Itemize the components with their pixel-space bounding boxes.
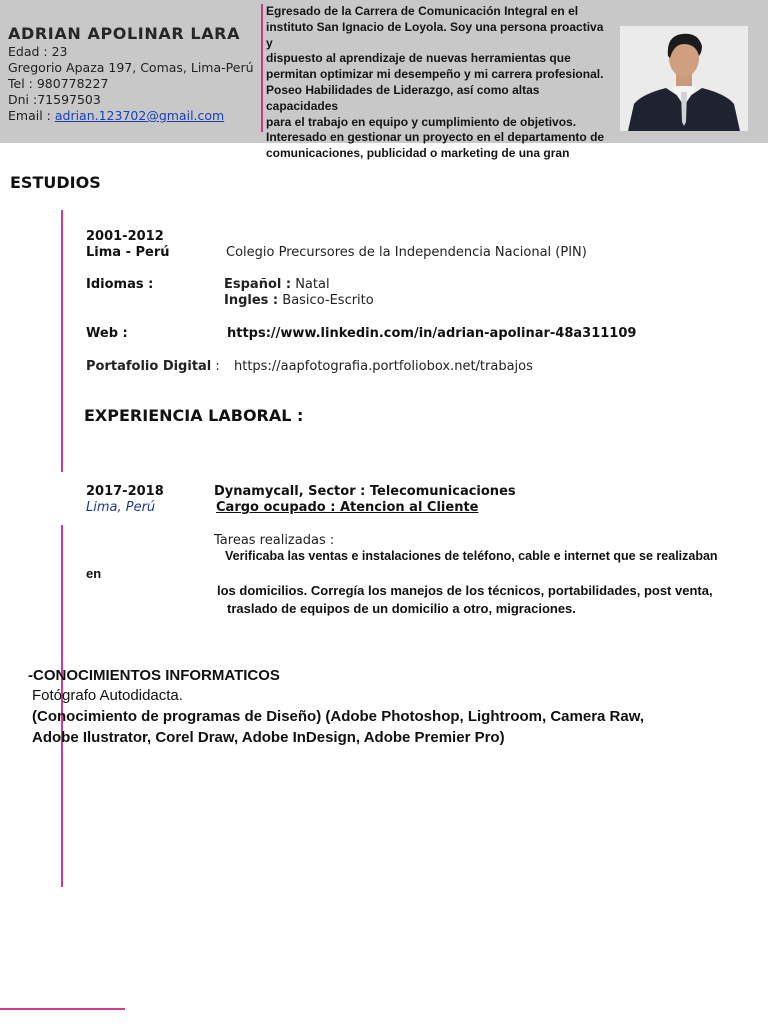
tasks-label: Tareas realizadas :: [214, 533, 335, 548]
language-level: Basico-Escrito: [278, 293, 374, 308]
duty-line: traslado de equipos de un domicilio a otro, migraciones.: [227, 601, 576, 616]
web-link[interactable]: https://www.linkedin.com/in/adrian-apolinar-48a311109: [227, 326, 637, 341]
skills-line: (Conocimiento de programas de Diseño) (Adobe Photoshop, Lightroom, Camera Raw,: [32, 708, 644, 725]
profile-line: Egresado de la Carrera de Comunicación Integral en el: [266, 4, 579, 18]
language-name: Español :: [224, 277, 292, 292]
profile-line: comunicaciones, publicidad o marketing de una gran: [266, 146, 570, 161]
skills-line: Fotógrafo Autodidacta.: [32, 687, 183, 704]
section-guide-line: [61, 525, 63, 887]
duty-line: los domicilios. Corregía los manejos de los técnicos, portabilidades, post venta,: [217, 583, 713, 598]
duty-line: Verificaba las ventas e instalaciones de teléfono, cable e internet que se realizaban: [225, 549, 718, 563]
profile-line: Poseo Habilidades de Liderazgo, así como altas capacidades: [266, 82, 540, 113]
portfolio-link[interactable]: https://aapfotografia.portfoliobox.net/trabajos: [234, 359, 533, 374]
section-guide-line: [61, 210, 63, 472]
age: Edad : 23: [8, 44, 68, 59]
language-english: [224, 293, 374, 308]
experience-role: Cargo ocupado : Atencion al Cliente: [216, 500, 479, 515]
experience-heading: EXPERIENCIA LABORAL :: [84, 406, 304, 425]
portfolio-separator: :: [211, 359, 220, 374]
person-portrait-icon: [620, 26, 748, 131]
portfolio-row: [86, 359, 220, 374]
studies-years: 2001-2012: [86, 229, 164, 244]
language-level: Natal: [291, 277, 330, 292]
address: Gregorio Apaza 197, Comas, Lima-Perú: [8, 60, 254, 75]
email-label: Email :: [8, 108, 55, 123]
studies-school: Colegio Precursores de la Independencia Nacional (PIN): [226, 245, 587, 260]
portfolio-label: Portafolio Digital: [86, 359, 212, 374]
duty-line: en: [86, 566, 102, 581]
candidate-name: ADRIAN APOLINAR LARA: [8, 24, 241, 43]
email-link[interactable]: adrian.123702@gmail.com: [54, 108, 225, 123]
profile-photo: [620, 26, 748, 131]
phone: Tel : 980778227: [8, 76, 109, 91]
experience-place: Lima, Perú: [86, 500, 156, 515]
skills-heading: -CONOCIMIENTOS INFORMATICOS: [28, 667, 280, 684]
languages-label: Idiomas :: [86, 277, 154, 292]
language-spanish: [224, 277, 330, 292]
profile-line: Interesado en gestionar un proyecto en el departamento de: [266, 130, 605, 145]
dni: Dni :71597503: [8, 92, 101, 107]
email-row: [8, 108, 224, 123]
profile-line: dispuesto al aprendizaje de nuevas herramientas que: [266, 51, 571, 66]
studies-heading: ESTUDIOS: [10, 173, 101, 192]
header-divider: [261, 4, 263, 132]
profile-line: instituto San Ignacio de Loyola. Soy una persona proactiva y: [266, 19, 604, 50]
profile-line: para el trabajo en equipo y cumplimiento de objetivos.: [266, 114, 577, 129]
profile-line: permitan optimizar mi desempeño y mi carrera profesional.: [266, 67, 604, 82]
profile-summary: [266, 4, 611, 162]
web-label: Web :: [86, 326, 128, 341]
footer-guide-line: [0, 1008, 125, 1010]
language-name: Ingles :: [224, 293, 279, 308]
skills-line: Adobe Ilustrator, Corel Draw, Adobe InDesign, Adobe Premier Pro): [32, 729, 505, 746]
studies-place: Lima - Perú: [86, 245, 170, 260]
experience-company: Dynamycall, Sector : Telecomunicaciones: [214, 484, 516, 499]
experience-years: 2017-2018: [86, 484, 164, 499]
